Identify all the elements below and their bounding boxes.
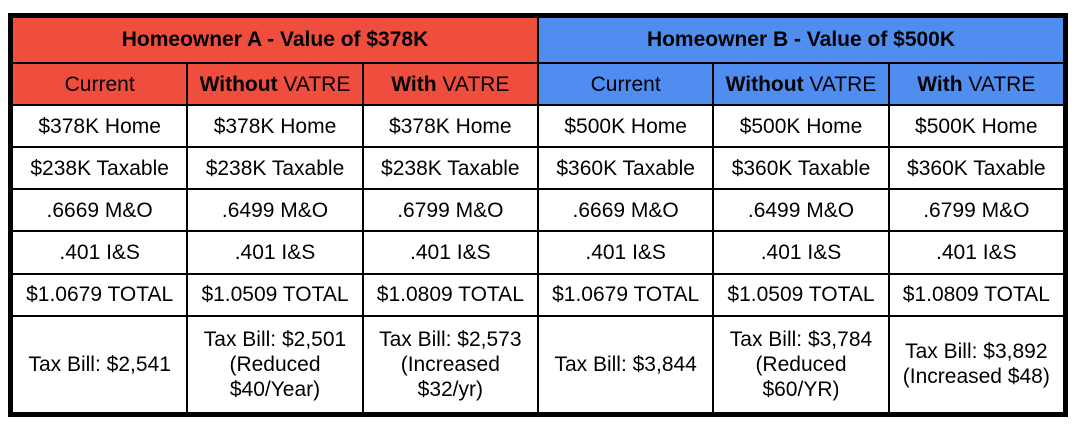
table-cell: .6799 M&O xyxy=(889,189,1064,231)
table-cell: .6669 M&O xyxy=(538,189,713,231)
tax-bill-cell xyxy=(889,316,1064,413)
table-cell: .401 I&S xyxy=(889,231,1064,273)
header-row xyxy=(12,63,1064,105)
tax-bill-line: Tax Bill: $3,892 xyxy=(905,340,1048,364)
header-a-with-vatre: With VATRE xyxy=(363,63,538,105)
table-cell: .401 I&S xyxy=(713,231,888,273)
table-cell: $1.0809 TOTAL xyxy=(363,274,538,316)
table-cell: $360K Taxable xyxy=(713,147,888,189)
tax-bill-cell xyxy=(12,316,187,413)
tax-bill-line: (Reduced xyxy=(229,352,321,376)
header-b-with-vatre: With VATRE xyxy=(889,63,1064,105)
comparison-table-frame xyxy=(8,13,1068,417)
title-row xyxy=(12,17,1064,63)
tax-bill-line: Tax Bill: $2,501 xyxy=(203,327,347,351)
table-cell: $500K Home xyxy=(538,105,713,147)
table-cell: $1.0679 TOTAL xyxy=(538,274,713,316)
tax-bill-cell xyxy=(363,316,538,413)
table-row-tax-bill xyxy=(12,316,1064,413)
tax-bill-line: Tax Bill: $3,844 xyxy=(554,352,697,376)
table-row-total-rate xyxy=(12,274,1064,316)
tax-bill-line: (Reduced xyxy=(755,352,847,376)
tax-bill-line: $32/yr) xyxy=(417,377,483,401)
tax-bill-line: $40/Year) xyxy=(229,377,321,401)
vatre-comparison-table xyxy=(11,16,1065,414)
table-cell: .401 I&S xyxy=(363,231,538,273)
table-cell: $360K Taxable xyxy=(538,147,713,189)
table-cell: $378K Home xyxy=(12,105,187,147)
tax-bill-line: $60/YR) xyxy=(762,377,840,401)
homeowner-a-title: Homeowner A - Value of $378K xyxy=(12,17,538,63)
homeowner-b-title: Homeowner B - Value of $500K xyxy=(538,17,1064,63)
table-cell: $1.0679 TOTAL xyxy=(12,274,187,316)
tax-bill-line: Tax Bill: $2,541 xyxy=(28,352,171,376)
table-row-is-rate xyxy=(12,231,1064,273)
header-b-without-vatre: Without VATRE xyxy=(713,63,888,105)
table-cell: $378K Home xyxy=(363,105,538,147)
table-cell: .6499 M&O xyxy=(713,189,888,231)
table-cell: $500K Home xyxy=(713,105,888,147)
table-cell: .6669 M&O xyxy=(12,189,187,231)
tax-bill-cell xyxy=(713,316,888,413)
table-row-taxable xyxy=(12,147,1064,189)
table-cell: .401 I&S xyxy=(538,231,713,273)
tax-bill-line: (Increased xyxy=(400,352,500,376)
table-cell: $238K Taxable xyxy=(12,147,187,189)
table-row-mo-rate xyxy=(12,189,1064,231)
table-cell: $238K Taxable xyxy=(363,147,538,189)
header-b-current: Current xyxy=(538,63,713,105)
table-cell: $500K Home xyxy=(889,105,1064,147)
table-cell: .401 I&S xyxy=(187,231,362,273)
table-cell: $360K Taxable xyxy=(889,147,1064,189)
table-cell: .6799 M&O xyxy=(363,189,538,231)
table-cell: $1.0809 TOTAL xyxy=(889,274,1064,316)
table-cell: $1.0509 TOTAL xyxy=(187,274,362,316)
header-a-current: Current xyxy=(12,63,187,105)
tax-bill-line: Tax Bill: $2,573 xyxy=(379,327,522,351)
table-cell: $238K Taxable xyxy=(187,147,362,189)
table-row-home-value xyxy=(12,105,1064,147)
tax-bill-cell xyxy=(187,316,362,413)
tax-bill-line: Tax Bill: $3,784 xyxy=(729,327,873,351)
table-cell: $378K Home xyxy=(187,105,362,147)
table-cell: .6499 M&O xyxy=(187,189,362,231)
header-a-without-vatre: Without VATRE xyxy=(187,63,362,105)
table-cell: $1.0509 TOTAL xyxy=(713,274,888,316)
tax-bill-line: (Increased $48) xyxy=(902,365,1050,389)
tax-bill-cell xyxy=(538,316,713,413)
table-cell: .401 I&S xyxy=(12,231,187,273)
